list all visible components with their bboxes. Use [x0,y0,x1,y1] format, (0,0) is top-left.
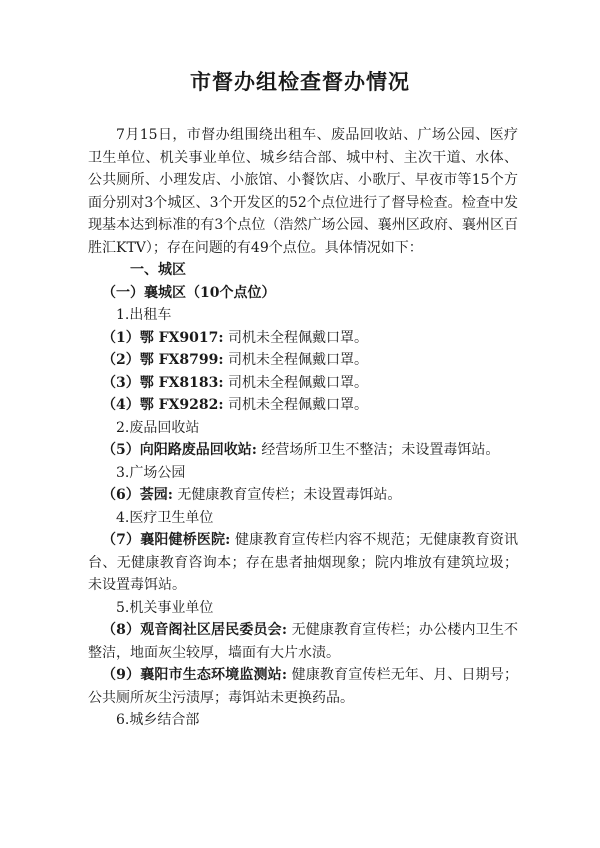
category-heading: 1.出租车 [116,307,172,323]
list-item [88,664,518,709]
item-label: （5）向阳路废品回收站: [102,442,257,458]
item-text: 司机未全程佩戴口罩。 [228,352,369,368]
item-text: 经营场所卫生不整洁；未设置毒饵站。 [261,442,500,458]
item-text: 司机未全程佩戴口罩。 [228,397,369,413]
intro-paragraph: 7月15日，市督办组围绕出租车、废品回收站、广场公园、医疗卫生单位、机关事业单位、城乡结合部、城中村、主次干道、水体、公共厕所、小理发店、小旅馆、小餐饮店、小歌厅、早夜市等15个方面分别对3个城区、3个开发区的52个点位进行了督导检查。检查中发现基本达到标准的有3个点位（浩然广场公园、襄州区政府、襄州区百胜汇KTV）；存在问题的有49个点位。具体情况如下： [88,127,518,256]
item-label: （7）襄阳健桥医院: [102,532,231,548]
list-item [88,439,518,462]
list-item [88,529,518,597]
category-heading: 4.医疗卫生单位 [116,509,214,526]
document-title: 市督办组检查督办情况 [190,69,410,94]
category-heading: 6.城乡结合部 [116,712,200,728]
item-text: 司机未全程佩戴口罩。 [228,329,369,346]
item-text: 健康教育宣传栏内容不规范；无健康教育资讯台、无健康教育咨询本；存在患者抽烟现象；院内堆放有建筑垃圾；未设置毒饵站。 [88,532,519,593]
item-text: 无健康教育宣传栏；未设置毒饵站。 [177,487,402,503]
list-item [88,372,518,395]
category-heading: 5.机关事业单位 [116,599,214,616]
list-item [88,619,518,664]
section-heading: 一、城区 [130,262,186,278]
list-item [88,394,518,417]
document-body [88,124,518,732]
item-label: （1）鄂 FX9017: [102,329,224,346]
item-label: （2）鄂 FX8799: [102,352,224,368]
item-label: （4）鄂 FX9282: [102,397,224,413]
item-label: （3）鄂 FX8183: [102,374,224,391]
list-item [88,327,518,350]
list-item [88,484,518,507]
item-label: （8）观音阁社区居民委员会: [102,622,287,638]
item-text: 健康教育宣传栏无年、月、日期号；公共厕所灰尘污渍厚；毒饵站未更换药品。 [88,667,519,706]
item-text: 司机未全程佩戴口罩。 [228,374,369,391]
subsection-heading: （一）襄城区（10个点位） [102,284,276,301]
item-label: （6）荟园: [102,487,173,503]
category-heading: 2.废品回收站 [116,419,200,436]
item-text: 无健康教育宣传栏；办公楼内卫生不整洁，地面灰尘较厚，墙面有大片水渍。 [88,622,519,661]
category-heading: 3.广场公园 [116,464,186,481]
item-label: （9）襄阳市生态环境监测站: [102,667,287,683]
list-item [88,349,518,372]
